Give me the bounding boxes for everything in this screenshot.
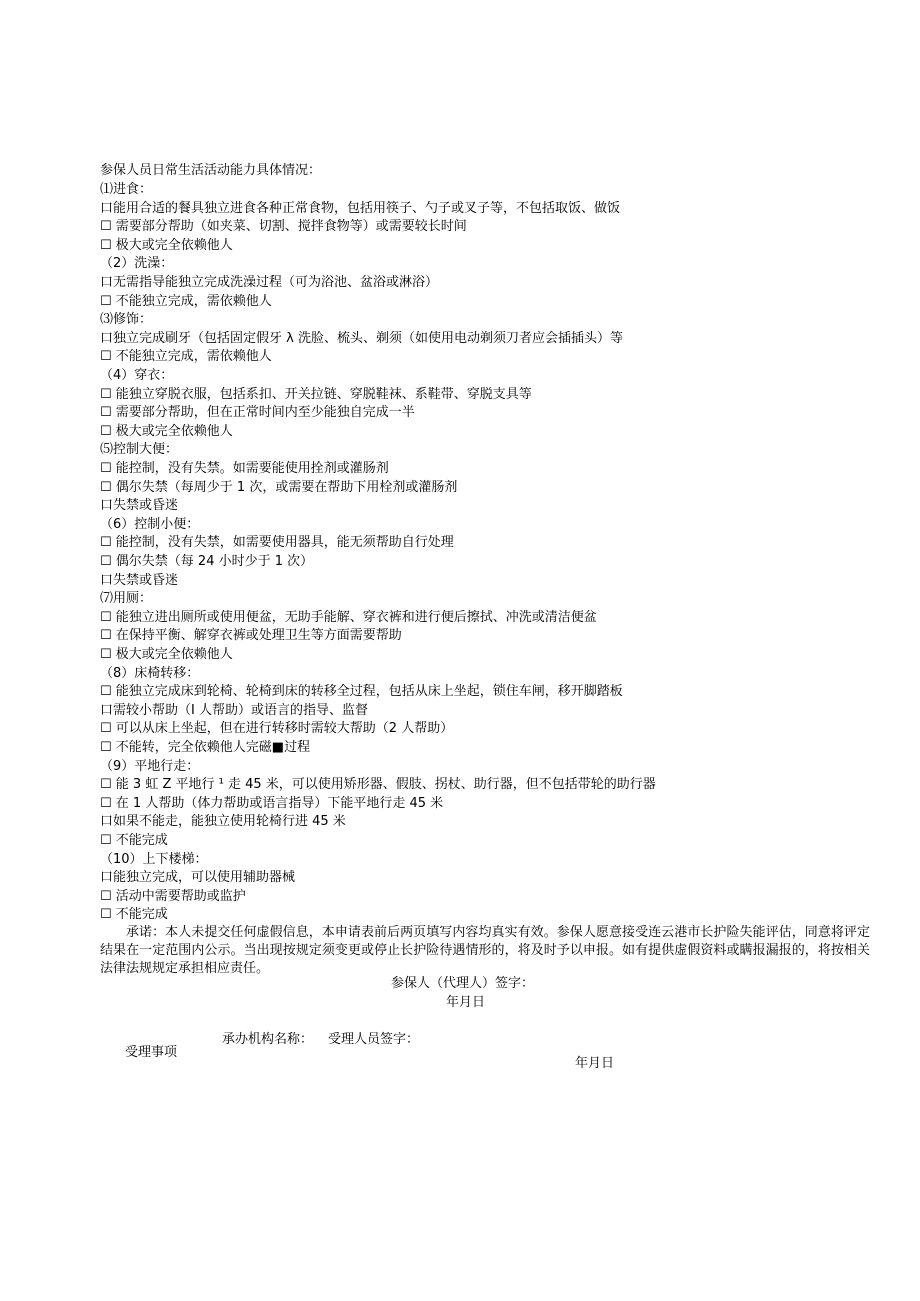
- form-line: （6）控制小便：: [100, 516, 200, 532]
- form-line: ☐ 极大或完全依赖他人: [100, 647, 233, 662]
- form-line: ☐ 能独立完成床到轮椅、轮椅到床的转移全过程，包括从床上坐起，锁住车闸，移开脚踏板: [100, 684, 623, 700]
- acceptance-label: 受理事项: [125, 1045, 178, 1060]
- form-line: ☐ 极大或完全依赖他人: [100, 423, 233, 439]
- form-line: ☐ 不能完成: [100, 907, 168, 923]
- form-line: ⑴进食：: [100, 182, 153, 197]
- form-line: ☐ 活动中需要帮助或监护: [100, 888, 246, 904]
- form-line: 口无需指导能独立完成洗澡过程（可为浴池、盆浴或淋浴）: [100, 275, 439, 290]
- form-line: ☐ 不能独立完成，需依赖他人: [100, 293, 272, 309]
- form-line: ⑶修饰：: [100, 312, 153, 328]
- form-line: （8）床椅转移：: [100, 665, 200, 681]
- form-line: （9）平地行走：: [100, 758, 200, 774]
- form-line: （10）上下楼梯：: [100, 851, 208, 867]
- form-line: ☐ 能控制，没有失禁。如需要能使用拴剂或灌肠剂: [100, 461, 389, 476]
- form-line: 口失禁或昏迷: [100, 572, 179, 588]
- form-line: ⑺用厕：: [100, 591, 153, 607]
- form-line: ☐ 偶尔失禁（每 24 小时少于 1 次）: [100, 554, 314, 569]
- form-line: ☐ 在 1 人帮助（体力帮助或语言指导）下能平地行走 45 米: [100, 795, 444, 811]
- acceptance-date: 年月日: [575, 1056, 615, 1071]
- form-line: ☐ 可以从床上坐起，但在进行转移时需较大帮助（2 人帮助）: [100, 721, 454, 737]
- form-line: ☐ 需要部分帮助，但在正常时间内至少能独自完成一半: [100, 405, 415, 421]
- form-line: ☐ 能控制，没有失禁，如需要使用器具，能无须帮助自行处理: [100, 535, 454, 551]
- form-line: ⑸控制大便：: [100, 442, 179, 458]
- form-line: ☐ 偶尔失禁（每周少于 1 次，或需要在帮助下用栓剂或灌肠剂: [100, 479, 458, 495]
- form-line: 口能用合适的餐具独立进食各种正常食物，包括用筷子、勺子或叉子等，不包括取饭、做饭: [100, 200, 621, 216]
- staff-signature-label: 受理人员签字：: [328, 1032, 420, 1047]
- form-line: ☐ 极大或完全依赖他人: [100, 237, 233, 253]
- form-line: ☐ 能 3 虹 Z 平地行 ¹ 走 45 米，可以使用矫形器、假肢、拐杖、助行器，但不包括带轮的助行器: [100, 777, 656, 793]
- form-line: （2）洗澡：: [100, 256, 174, 272]
- form-line: 口如果不能走，能独立使用轮椅行进 45 米: [100, 814, 346, 830]
- form-line: 口失禁或昏迷: [100, 498, 179, 514]
- form-line: 口独立完成刷牙（包括固定假牙 λ 洗脸、梳头、剃须（如使用电动剃须刀者应会插插头）等: [100, 330, 623, 346]
- agency-name-label: 承办机构名称：: [222, 1032, 314, 1047]
- form-line: ☐ 能独立穿脱衣服，包括系扣、开关拉链、穿脱鞋袜、系鞋带、穿脱支具等: [100, 386, 532, 402]
- form-line: 口能独立完成，可以使用辅助器械: [100, 870, 296, 886]
- form-line: ☐ 需要部分帮助（如夹菜、切割、搅拌食物等）或需要较长时间: [100, 219, 467, 235]
- form-line: （4）穿衣：: [100, 368, 174, 383]
- form-line: ☐ 不能转，完全依赖他人完磁■过程: [100, 740, 311, 755]
- signature-date: 年月日: [446, 995, 486, 1010]
- section-title: 参保人员日常生活活动能力具体情况：: [100, 163, 322, 178]
- signature-label: 参保人（代理人）签字：: [391, 976, 535, 991]
- form-line: 口需较小帮助（I 人帮助）或语言的指导、监督: [100, 702, 368, 718]
- form-line: ☐ 在保持平衡、解穿衣裤或处理卫生等方面需要帮助: [100, 628, 402, 644]
- form-line: ☐ 不能独立完成，需依赖他人: [100, 349, 272, 365]
- form-line: ☐ 不能完成: [100, 833, 168, 848]
- form-line: ☐ 能独立进出厕所或使用便盆，无助手能解、穿衣裤和进行便后擦拭、冲洗或清洁便盆: [100, 609, 597, 625]
- promise-paragraph: 承诺：本人未提交任何虚假信息，本申请表前后两页填写内容均真实有效。参保人愿意接受连云港市长护险失能评估，同意将评定结果在一定范围内公示。当出现按规定须变更或停止长护险待遇情形的，将及时予以申报。如有提供虚假资料或瞒报漏报的，将按相关法律法规规定承担相应责任。: [100, 925, 870, 976]
